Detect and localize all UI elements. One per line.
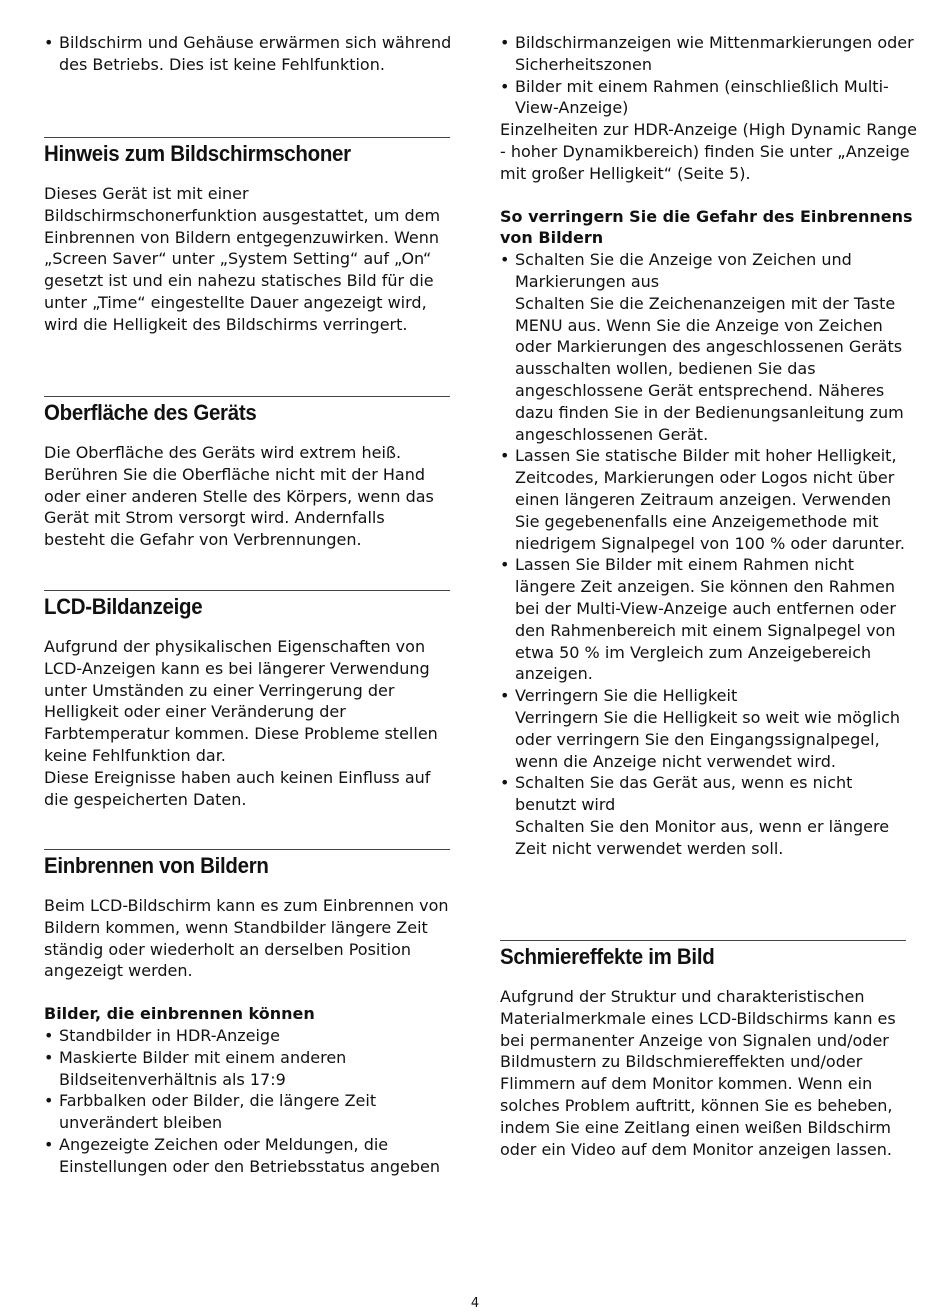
section-title: LCD-Bildanzeige <box>44 594 203 619</box>
list-item-detail: Schalten Sie die Zeichenanzeigen mit der Taste MENU aus. Wenn Sie die Anzeige von Zeichen oder Markierungen des angeschlossenen Geräts ausschalten wollen, bedienen Sie das angeschlossene Gerät entsprechend. Näheres dazu finden Sie in der Bedienungsanleitung zum angeschlossenen Gerät. <box>515 293 904 444</box>
section-surface <box>44 396 450 551</box>
hdr-note: Einzelheiten zur HDR-Anzeige (High Dynamic Range - hoher Dynamikbereich) finden Sie unter „Anzeige mit großer Helligkeit“ (Seite 5). <box>500 120 917 183</box>
section-body: Aufgrund der Struktur und charakteristischen Materialmerkmale eines LCD-Bildschirms kann es bei permanenter Anzeige von Signalen und/oder Bildmustern zu Bildschmiereffekten und/oder Flimmern auf dem Monitor kommen. Wenn ein solches Problem auftritt, können Sie es beheben, indem Sie eine Zeitlang einen weißen Bildschirm oder ein Video auf dem Monitor anzeigen lassen. <box>500 987 896 1159</box>
list-item <box>500 772 918 859</box>
section-body-2: Diese Ereignisse haben auch keinen Einfluss auf die gespeicherten Daten. <box>44 767 431 809</box>
section-lcd <box>44 590 450 810</box>
list-item <box>500 685 918 772</box>
list-item-lead: • Verringern Sie die Helligkeit <box>515 686 738 706</box>
section-body: Beim LCD-Bildschirm kann es zum Einbrennen von Bildern kommen, wenn Standbilder längere Zeit ständig oder wiederholt an derselben Position angezeigt werden. <box>44 896 449 981</box>
page-number: 4 <box>470 1296 480 1311</box>
list-item: • Angezeigte Zeichen oder Meldungen, die Einstellungen oder den Betriebsstatus angeben <box>44 1134 462 1178</box>
list-item-lead: • Lassen Sie statische Bilder mit hoher Helligkeit, Zeitcodes, Markierungen oder Logos nicht über einen längeren Zeitraum anzeigen. Verwenden Sie gegebenenfalls eine Anzeigemethode mit niedrigem Signalpegel von 100 % oder darunter. <box>515 446 905 553</box>
burnin-bullet-list-continued <box>500 32 918 119</box>
list-item <box>500 249 918 445</box>
section-divider <box>44 137 450 138</box>
section-burnin <box>44 849 450 1178</box>
list-item: • Bilder mit einem Rahmen (einschließlich Multi-View-Anzeige) <box>500 76 918 120</box>
reduce-bullet-list <box>500 249 918 859</box>
subheading: Bilder, die einbrennen können <box>44 1004 315 1024</box>
list-item: • Standbilder in HDR-Anzeige <box>44 1025 462 1047</box>
section-body: Die Oberfläche des Geräts wird extrem heiß. Berühren Sie die Oberfläche nicht mit der Hand oder einer anderen Stelle des Körpers, wenn das Gerät mit Strom versorgt wird. Andernfalls besteht die Gefahr von Verbrennungen. <box>44 443 434 550</box>
section-divider <box>44 849 450 850</box>
section-screensaver <box>44 137 450 336</box>
section-title: Schmiereffekte im Bild <box>500 944 715 969</box>
section-body: Dieses Gerät ist mit einer Bildschirmschonerfunktion ausgestattet, um dem Einbrennen von Bildern entgegenzuwirken. Wenn „Screen Saver“ unter „System Setting“ auf „On“ gesetzt ist und ein nahezu statisches Bild für die unter „Time“ eingestellte Dauer angezeigt wird, wird die Helligkeit des Bildschirms verringert. <box>44 184 441 334</box>
list-item-lead: • Schalten Sie die Anzeige von Zeichen und Markierungen aus <box>515 250 852 291</box>
list-item-detail: Schalten Sie den Monitor aus, wenn er längere Zeit nicht verwendet werden soll. <box>515 816 890 858</box>
list-item: • Bildschirmanzeigen wie Mittenmarkierungen oder Sicherheitszonen <box>500 32 918 76</box>
list-item-lead: • Schalten Sie das Gerät aus, wenn es nicht benutzt wird <box>515 773 853 815</box>
list-item <box>500 554 918 685</box>
intro-bullet-list <box>44 32 462 76</box>
list-item: • Bildschirm und Gehäuse erwärmen sich während des Betriebs. Dies ist keine Fehlfunktion. <box>44 32 462 76</box>
list-item <box>500 445 918 554</box>
section-title: Einbrennen von Bildern <box>44 853 269 878</box>
list-item-detail: Verringern Sie die Helligkeit so weit wie möglich oder verringern Sie den Eingangssignalpegel, wenn die Anzeige nicht verwendet wird. <box>515 707 901 771</box>
list-item-lead: • Lassen Sie Bilder mit einem Rahmen nicht längere Zeit anzeigen. Sie können den Rahmen bei der Multi-View-Anzeige auch entfernen oder den Rahmenbereich mit einem Signalpegel von etwa 50 % im Vergleich zum Anzeigebereich anzeigen. <box>515 555 896 684</box>
list-item: • Maskierte Bilder mit einem anderen Bildseitenverhältnis als 17:9 <box>44 1047 462 1091</box>
section-divider <box>44 590 450 591</box>
subheading: So verringern Sie die Gefahr des Einbrennens von Bildern <box>500 206 913 248</box>
burnin-continued <box>500 32 918 859</box>
burnin-bullet-list <box>44 1025 462 1178</box>
section-divider <box>44 396 450 397</box>
section-smear <box>500 940 906 1160</box>
section-body: Aufgrund der physikalischen Eigenschaften von LCD-Anzeigen kann es bei längerer Verwendung unter Umständen zu einer Verringerung der Helligkeit oder einer Veränderung der Farbtemperatur kommen. Diese Probleme stellen keine Fehlfunktion dar. <box>44 637 438 765</box>
list-item: • Farbbalken oder Bilder, die längere Zeit unverändert bleiben <box>44 1090 462 1134</box>
section-divider <box>500 940 906 941</box>
section-title: Oberfläche des Geräts <box>44 400 257 425</box>
section-title: Hinweis zum Bildschirmschoner <box>44 141 351 166</box>
